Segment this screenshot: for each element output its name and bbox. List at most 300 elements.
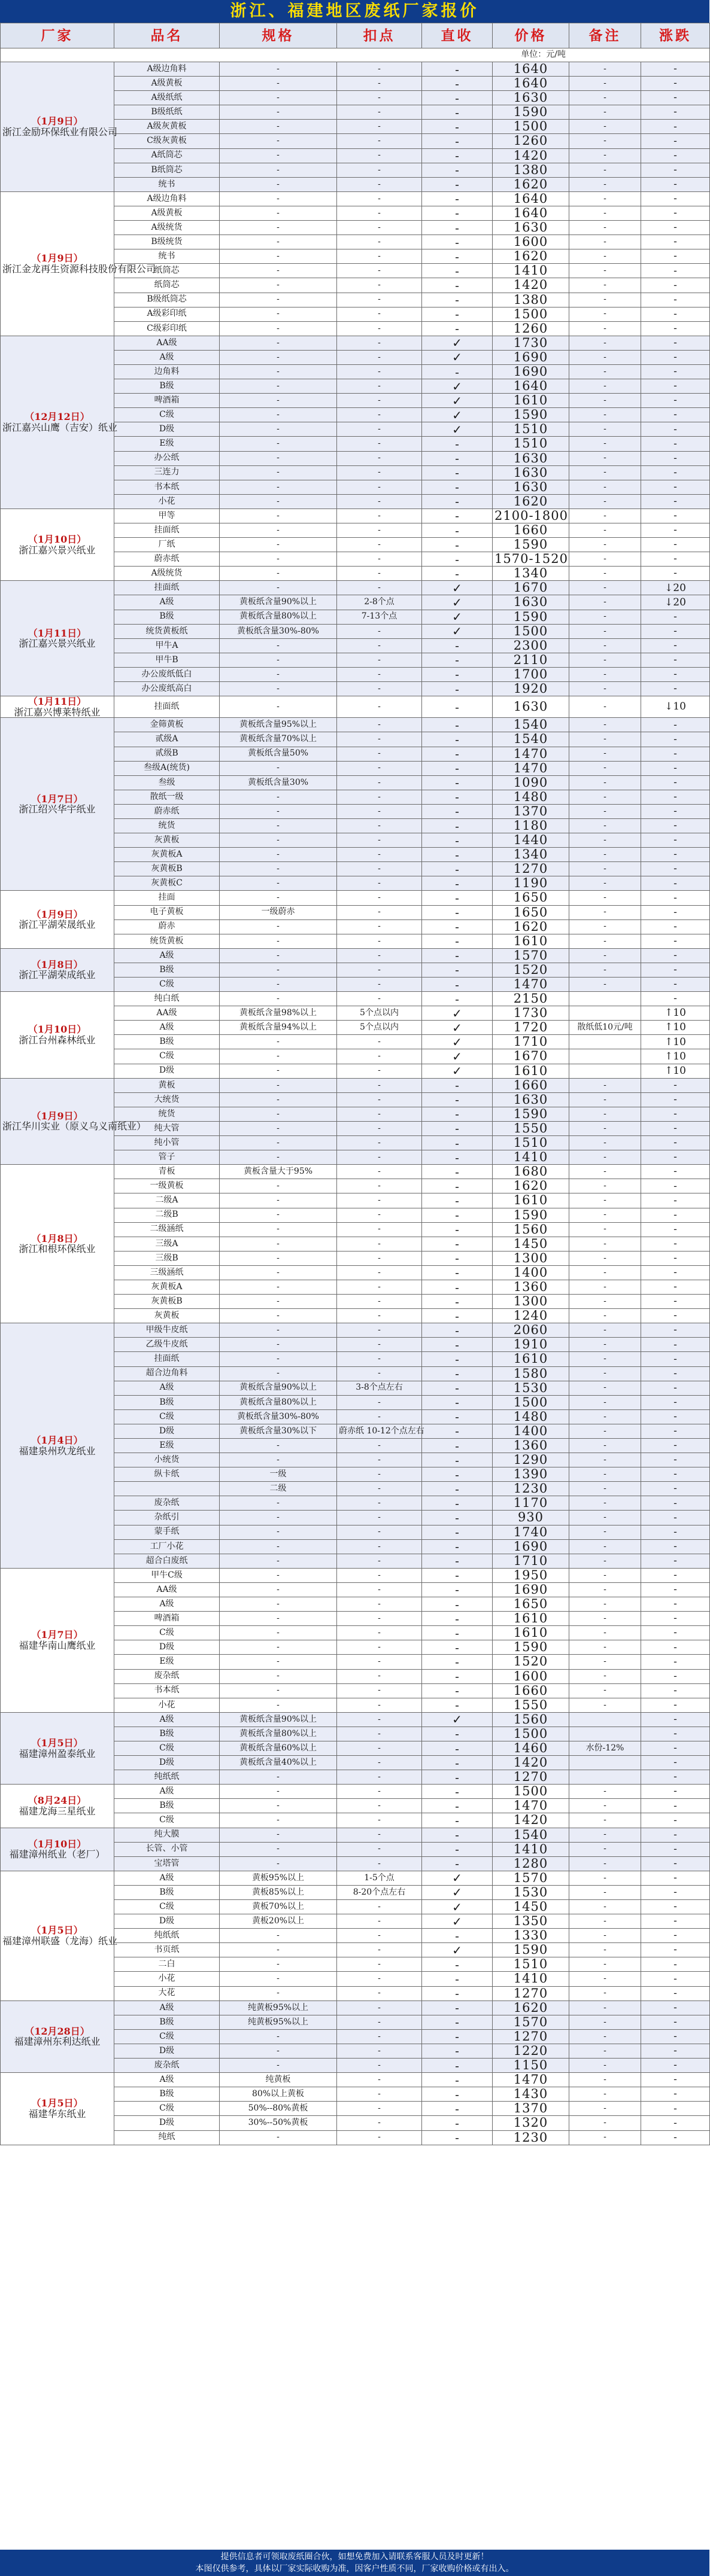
- spec-cell: -: [220, 1193, 337, 1208]
- note-cell: -: [569, 718, 641, 732]
- spec-cell: 纯黄板: [220, 2073, 337, 2087]
- receive-cell: -: [422, 1092, 493, 1107]
- price-cell: 1190: [493, 876, 569, 891]
- receive-cell: -: [422, 91, 493, 105]
- unit-label: 单位：元/吨: [1, 48, 710, 62]
- change-cell: -: [641, 1669, 710, 1683]
- note-cell: -: [569, 264, 641, 278]
- deduct-cell: -: [337, 1582, 422, 1597]
- deduct-cell: -: [337, 718, 422, 732]
- spec-cell: 纯黄板95%以上: [220, 2015, 337, 2029]
- deduct-cell: 1-5个点: [337, 1871, 422, 1885]
- product-cell: 灰黄板: [114, 833, 220, 848]
- note-cell: -: [569, 379, 641, 394]
- change-cell: -: [641, 1655, 710, 1669]
- receive-cell: -: [422, 1986, 493, 2000]
- change-cell: -: [641, 249, 710, 264]
- company-date: （1月11日）: [28, 696, 87, 708]
- change-cell: -: [641, 2029, 710, 2044]
- deduct-cell: -: [337, 1165, 422, 1179]
- product-cell: C级: [114, 1900, 220, 1914]
- receive-cell: -: [422, 732, 493, 747]
- company-name: 浙江嘉兴景兴纸业: [19, 638, 96, 650]
- product-cell: 纸筒芯: [114, 264, 220, 278]
- product-cell: A级灰黄板: [114, 120, 220, 134]
- product-cell: 大花: [114, 1986, 220, 2000]
- price-cell: 1500: [493, 1727, 569, 1741]
- spec-cell: -: [220, 581, 337, 595]
- deduct-cell: -: [337, 177, 422, 191]
- price-cell: 1090: [493, 775, 569, 790]
- price-cell: 1610: [493, 1352, 569, 1366]
- receive-cell: -: [422, 120, 493, 134]
- spec-cell: 黄板95%以上: [220, 1871, 337, 1885]
- note-cell: -: [569, 552, 641, 567]
- product-cell: 叁级A(统货): [114, 761, 220, 775]
- table-row: [1, 1165, 710, 1179]
- receive-cell: -: [422, 1568, 493, 1582]
- price-cell: 1610: [493, 394, 569, 408]
- deduct-cell: -: [337, 163, 422, 177]
- spec-cell: -: [220, 653, 337, 667]
- company-name: 福建华南山鹰纸业: [19, 1639, 96, 1651]
- product-cell: 灰黄板C: [114, 876, 220, 891]
- note-cell: -: [569, 2000, 641, 2015]
- spec-cell: -: [220, 992, 337, 1006]
- receive-cell: -: [422, 508, 493, 523]
- change-cell: -: [641, 379, 710, 394]
- spec-cell: -: [220, 667, 337, 681]
- company-name: 浙江平湖荣成纸业: [19, 969, 96, 981]
- note-cell: -: [569, 206, 641, 220]
- note-cell: -: [569, 2029, 641, 2044]
- change-cell: -: [641, 1612, 710, 1626]
- product-cell: E级: [114, 1655, 220, 1669]
- price-table: [0, 23, 710, 2145]
- note-cell: -: [569, 595, 641, 610]
- spec-cell: -: [220, 1683, 337, 1698]
- product-cell: 啤酒箱: [114, 394, 220, 408]
- spec-cell: -: [220, 1597, 337, 1612]
- spec-cell: -: [220, 876, 337, 891]
- note-cell: -: [569, 1986, 641, 2000]
- price-cell: 1620: [493, 2000, 569, 2015]
- note-cell: -: [569, 2087, 641, 2102]
- price-cell: 1640: [493, 206, 569, 220]
- spec-cell: -: [220, 62, 337, 77]
- receive-cell: -: [422, 1395, 493, 1409]
- price-cell: 1630: [493, 595, 569, 610]
- note-cell: -: [569, 2059, 641, 2073]
- price-cell: 1420: [493, 148, 569, 163]
- product-cell: 纯纸: [114, 2130, 220, 2145]
- product-cell: B级: [114, 610, 220, 624]
- deduct-cell: -: [337, 848, 422, 862]
- deduct-cell: -: [337, 148, 422, 163]
- change-cell: -: [641, 848, 710, 862]
- spec-cell: -: [220, 1107, 337, 1121]
- product-cell: 灰黄板B: [114, 1295, 220, 1309]
- product-cell: C级: [114, 1049, 220, 1064]
- change-cell: -: [641, 1078, 710, 1092]
- price-cell: 1620: [493, 177, 569, 191]
- note-cell: -: [569, 2130, 641, 2145]
- price-cell: 1300: [493, 1295, 569, 1309]
- receive-cell: -: [422, 1842, 493, 1856]
- receive-cell: -: [422, 775, 493, 790]
- deduct-cell: -: [337, 667, 422, 681]
- spec-cell: -: [220, 818, 337, 833]
- change-cell: -: [641, 1121, 710, 1135]
- receive-cell: -: [422, 818, 493, 833]
- spec-cell: 黄板纸含量98%以上: [220, 1006, 337, 1021]
- receive-cell: -: [422, 148, 493, 163]
- product-cell: 甲牛C级: [114, 1568, 220, 1582]
- note-cell: -: [569, 638, 641, 653]
- deduct-cell: -: [337, 1568, 422, 1582]
- spec-cell: 黄板纸含量60%以上: [220, 1741, 337, 1755]
- change-cell: -: [641, 364, 710, 379]
- receive-cell: ✓: [422, 1049, 493, 1064]
- price-cell: 1950: [493, 1568, 569, 1582]
- receive-cell: -: [422, 321, 493, 336]
- product-cell: C级: [114, 2102, 220, 2116]
- product-cell: 蒙手纸: [114, 1525, 220, 1539]
- price-cell: 1380: [493, 293, 569, 307]
- product-cell: A级: [114, 1597, 220, 1612]
- product-cell: B级统货: [114, 235, 220, 249]
- spec-cell: -: [220, 1943, 337, 1957]
- price-cell: 1740: [493, 1525, 569, 1539]
- price-cell: 1670: [493, 1049, 569, 1064]
- product-cell: B级纸纸: [114, 105, 220, 120]
- price-cell: 1630: [493, 465, 569, 480]
- price-cell: 1520: [493, 1655, 569, 1669]
- spec-cell: -: [220, 249, 337, 264]
- receive-cell: -: [422, 2015, 493, 2029]
- receive-cell: -: [422, 1799, 493, 1813]
- table-row: [1, 992, 710, 1006]
- table-row: [1, 1078, 710, 1092]
- receive-cell: -: [422, 364, 493, 379]
- note-cell: [569, 1727, 641, 1741]
- receive-cell: -: [422, 249, 493, 264]
- spec-cell: -: [220, 523, 337, 538]
- change-cell: -: [641, 667, 710, 681]
- deduct-cell: -: [337, 1842, 422, 1856]
- spec-cell: -: [220, 1972, 337, 1986]
- note-cell: -: [569, 1914, 641, 1929]
- change-cell: -: [641, 1280, 710, 1294]
- product-cell: AA级: [114, 336, 220, 350]
- price-cell: 1590: [493, 105, 569, 120]
- deduct-cell: -: [337, 1295, 422, 1309]
- spec-cell: -: [220, 1064, 337, 1078]
- change-cell: -: [641, 120, 710, 134]
- price-cell: 1340: [493, 567, 569, 581]
- deduct-cell: -: [337, 1482, 422, 1496]
- table-row: [1, 62, 710, 77]
- spec-cell: -: [220, 1237, 337, 1251]
- change-cell: -: [641, 2015, 710, 2029]
- price-cell: 1230: [493, 1482, 569, 1496]
- deduct-cell: -: [337, 1208, 422, 1222]
- note-cell: -: [569, 1295, 641, 1309]
- header-price: 价格: [493, 23, 569, 48]
- table-row: [1, 508, 710, 523]
- spec-cell: -: [220, 1554, 337, 1568]
- change-cell: -: [641, 508, 710, 523]
- spec-cell: 黄板纸含量95%以上: [220, 718, 337, 732]
- deduct-cell: -: [337, 876, 422, 891]
- note-cell: [569, 1064, 641, 1078]
- change-cell: -: [641, 1179, 710, 1193]
- note-cell: -: [569, 1453, 641, 1467]
- spec-cell: -: [220, 1785, 337, 1799]
- change-cell: -: [641, 1943, 710, 1957]
- receive-cell: -: [422, 1539, 493, 1554]
- note-cell: -: [569, 833, 641, 848]
- product-cell: 蔚赤纸: [114, 552, 220, 567]
- product-cell: 叁级: [114, 775, 220, 790]
- price-cell: 1570: [493, 2015, 569, 2029]
- price-cell: 1590: [493, 1640, 569, 1655]
- product-cell: D级: [114, 2116, 220, 2130]
- company-date: （12月12日）: [25, 411, 90, 423]
- product-cell: A级彩印纸: [114, 307, 220, 321]
- spec-cell: -: [220, 1179, 337, 1193]
- note-cell: -: [569, 508, 641, 523]
- spec-cell: -: [220, 1453, 337, 1467]
- receive-cell: ✓: [422, 1006, 493, 1021]
- product-cell: 青板: [114, 1165, 220, 1179]
- receive-cell: -: [422, 1770, 493, 1785]
- receive-cell: -: [422, 206, 493, 220]
- spec-cell: -: [220, 934, 337, 948]
- price-cell: 1480: [493, 790, 569, 804]
- deduct-cell: -: [337, 790, 422, 804]
- spec-cell: -: [220, 364, 337, 379]
- product-cell: 工厂小花: [114, 1539, 220, 1554]
- product-cell: C级: [114, 2029, 220, 2044]
- product-cell: 书本纸: [114, 480, 220, 494]
- change-cell: -: [641, 1582, 710, 1597]
- product-cell: A纸筒芯: [114, 148, 220, 163]
- spec-cell: 黄板纸含量30%-80%: [220, 1409, 337, 1424]
- receive-cell: -: [422, 1727, 493, 1741]
- spec-cell: -: [220, 1799, 337, 1813]
- deduct-cell: -: [337, 1986, 422, 2000]
- note-cell: -: [569, 978, 641, 992]
- note-cell: -: [569, 177, 641, 191]
- company-cell: [1, 2000, 114, 2072]
- table-row: [1, 1785, 710, 1799]
- deduct-cell: 蔚赤纸 10-12个点左右: [337, 1424, 422, 1438]
- note-cell: -: [569, 1669, 641, 1683]
- note-cell: [569, 1035, 641, 1049]
- deduct-cell: -: [337, 775, 422, 790]
- spec-cell: -: [220, 2059, 337, 2073]
- change-cell: -: [641, 1265, 710, 1280]
- note-cell: -: [569, 667, 641, 681]
- note-cell: -: [569, 191, 641, 206]
- price-cell: 1650: [493, 1597, 569, 1612]
- company-name: 浙江嘉兴博莱特纸业: [14, 706, 101, 718]
- deduct-cell: -: [337, 508, 422, 523]
- product-cell: C级: [114, 1813, 220, 1828]
- receive-cell: -: [422, 278, 493, 293]
- deduct-cell: -: [337, 1669, 422, 1683]
- price-cell: 1540: [493, 732, 569, 747]
- note-cell: -: [569, 2102, 641, 2116]
- change-cell: -: [641, 134, 710, 148]
- price-cell: 2100-1800: [493, 508, 569, 523]
- spec-cell: -: [220, 1208, 337, 1222]
- spec-cell: -: [220, 1511, 337, 1525]
- price-cell: 1620: [493, 249, 569, 264]
- change-cell: -: [641, 1957, 710, 1972]
- receive-cell: ✓: [422, 1943, 493, 1957]
- change-cell: -: [641, 552, 710, 567]
- receive-cell: -: [422, 523, 493, 538]
- receive-cell: ✓: [422, 1885, 493, 1899]
- price-cell: 1460: [493, 1741, 569, 1755]
- product-cell: C级灰黄板: [114, 134, 220, 148]
- receive-cell: -: [422, 919, 493, 934]
- receive-cell: -: [422, 465, 493, 480]
- product-cell: 统货: [114, 818, 220, 833]
- header-note: 备注: [569, 23, 641, 48]
- deduct-cell: -: [337, 1323, 422, 1338]
- note-cell: -: [569, 1813, 641, 1828]
- deduct-cell: -: [337, 1338, 422, 1352]
- price-cell: 1220: [493, 2044, 569, 2058]
- receive-cell: -: [422, 1957, 493, 1972]
- change-cell: -: [641, 1683, 710, 1698]
- deduct-cell: -: [337, 1756, 422, 1770]
- spec-cell: -: [220, 1582, 337, 1597]
- receive-cell: -: [422, 1582, 493, 1597]
- price-cell: 1440: [493, 833, 569, 848]
- price-cell: 1400: [493, 1265, 569, 1280]
- spec-cell: -: [220, 1150, 337, 1165]
- note-cell: -: [569, 1193, 641, 1208]
- spec-cell: -: [220, 422, 337, 437]
- receive-cell: -: [422, 1669, 493, 1683]
- receive-cell: -: [422, 1424, 493, 1438]
- spec-cell: -: [220, 350, 337, 364]
- product-cell: 小花: [114, 1972, 220, 1986]
- company-name: 浙江平湖荣晟纸业: [19, 919, 96, 931]
- deduct-cell: -: [337, 1554, 422, 1568]
- company-cell: [1, 948, 114, 991]
- change-cell: -: [641, 2116, 710, 2130]
- company-date: （1月5日）: [31, 2097, 83, 2109]
- note-cell: [569, 1756, 641, 1770]
- product-cell: 废杂纸: [114, 2059, 220, 2073]
- receive-cell: -: [422, 1683, 493, 1698]
- change-cell: -: [641, 1222, 710, 1237]
- price-cell: 1660: [493, 1078, 569, 1092]
- receive-cell: -: [422, 718, 493, 732]
- change-cell: -: [641, 105, 710, 120]
- deduct-cell: -: [337, 1265, 422, 1280]
- product-cell: 乙级牛皮纸: [114, 1338, 220, 1352]
- spec-cell: -: [220, 191, 337, 206]
- change-cell: ↓20: [641, 581, 710, 595]
- product-cell: 杂纸引: [114, 1511, 220, 1525]
- change-cell: -: [641, 1193, 710, 1208]
- change-cell: -: [641, 350, 710, 364]
- deduct-cell: -: [337, 2015, 422, 2029]
- spec-cell: -: [220, 1813, 337, 1828]
- deduct-cell: -: [337, 1640, 422, 1655]
- product-cell: 灰黄板A: [114, 848, 220, 862]
- change-cell: -: [641, 1366, 710, 1381]
- note-cell: -: [569, 624, 641, 638]
- note-cell: -: [569, 1482, 641, 1496]
- product-cell: 宝塔管: [114, 1856, 220, 1871]
- note-cell: [569, 1006, 641, 1021]
- product-cell: AA级: [114, 1582, 220, 1597]
- spec-cell: -: [220, 862, 337, 876]
- receive-cell: -: [422, 1179, 493, 1193]
- change-cell: -: [641, 1295, 710, 1309]
- note-cell: -: [569, 682, 641, 696]
- deduct-cell: -: [337, 1828, 422, 1842]
- note-cell: -: [569, 2015, 641, 2029]
- product-cell: 蔚赤纸: [114, 804, 220, 818]
- deduct-cell: -: [337, 1280, 422, 1294]
- spec-cell: -: [220, 1842, 337, 1856]
- unit-row: [1, 48, 710, 62]
- spec-cell: -: [220, 235, 337, 249]
- spec-cell: -: [220, 538, 337, 552]
- company-date: （1月8日）: [31, 1232, 83, 1244]
- receive-cell: -: [422, 862, 493, 876]
- company-name: 福建漳州纸业（老厂）: [9, 1849, 105, 1861]
- receive-cell: -: [422, 494, 493, 508]
- note-cell: -: [569, 1871, 641, 1885]
- change-cell: -: [641, 1439, 710, 1453]
- page-title: 浙江、福建地区废纸厂家报价: [0, 0, 709, 23]
- deduct-cell: -: [337, 2116, 422, 2130]
- price-cell: 1150: [493, 2059, 569, 2073]
- spec-cell: -: [220, 293, 337, 307]
- note-cell: -: [569, 775, 641, 790]
- price-cell: 1610: [493, 1193, 569, 1208]
- price-cell: 1420: [493, 278, 569, 293]
- deduct-cell: -: [337, 77, 422, 91]
- price-cell: 1540: [493, 718, 569, 732]
- spec-cell: -: [220, 1352, 337, 1366]
- deduct-cell: -: [337, 1972, 422, 1986]
- price-cell: 1260: [493, 321, 569, 336]
- receive-cell: ✓: [422, 581, 493, 595]
- price-cell: 1550: [493, 1698, 569, 1712]
- company-cell: [1, 1568, 114, 1712]
- receive-cell: ✓: [422, 422, 493, 437]
- product-cell: E级: [114, 437, 220, 451]
- change-cell: -: [641, 1496, 710, 1511]
- price-cell: 1510: [493, 437, 569, 451]
- footer-line-2: 本图仅供参考，具体以厂家实际收购为准，因客户性质不同，厂家收购价格或有出入。: [195, 2564, 514, 2574]
- receive-cell: -: [422, 235, 493, 249]
- deduct-cell: -: [337, 1193, 422, 1208]
- company-cell: [1, 1323, 114, 1569]
- deduct-cell: -: [337, 523, 422, 538]
- deduct-cell: -: [337, 1698, 422, 1712]
